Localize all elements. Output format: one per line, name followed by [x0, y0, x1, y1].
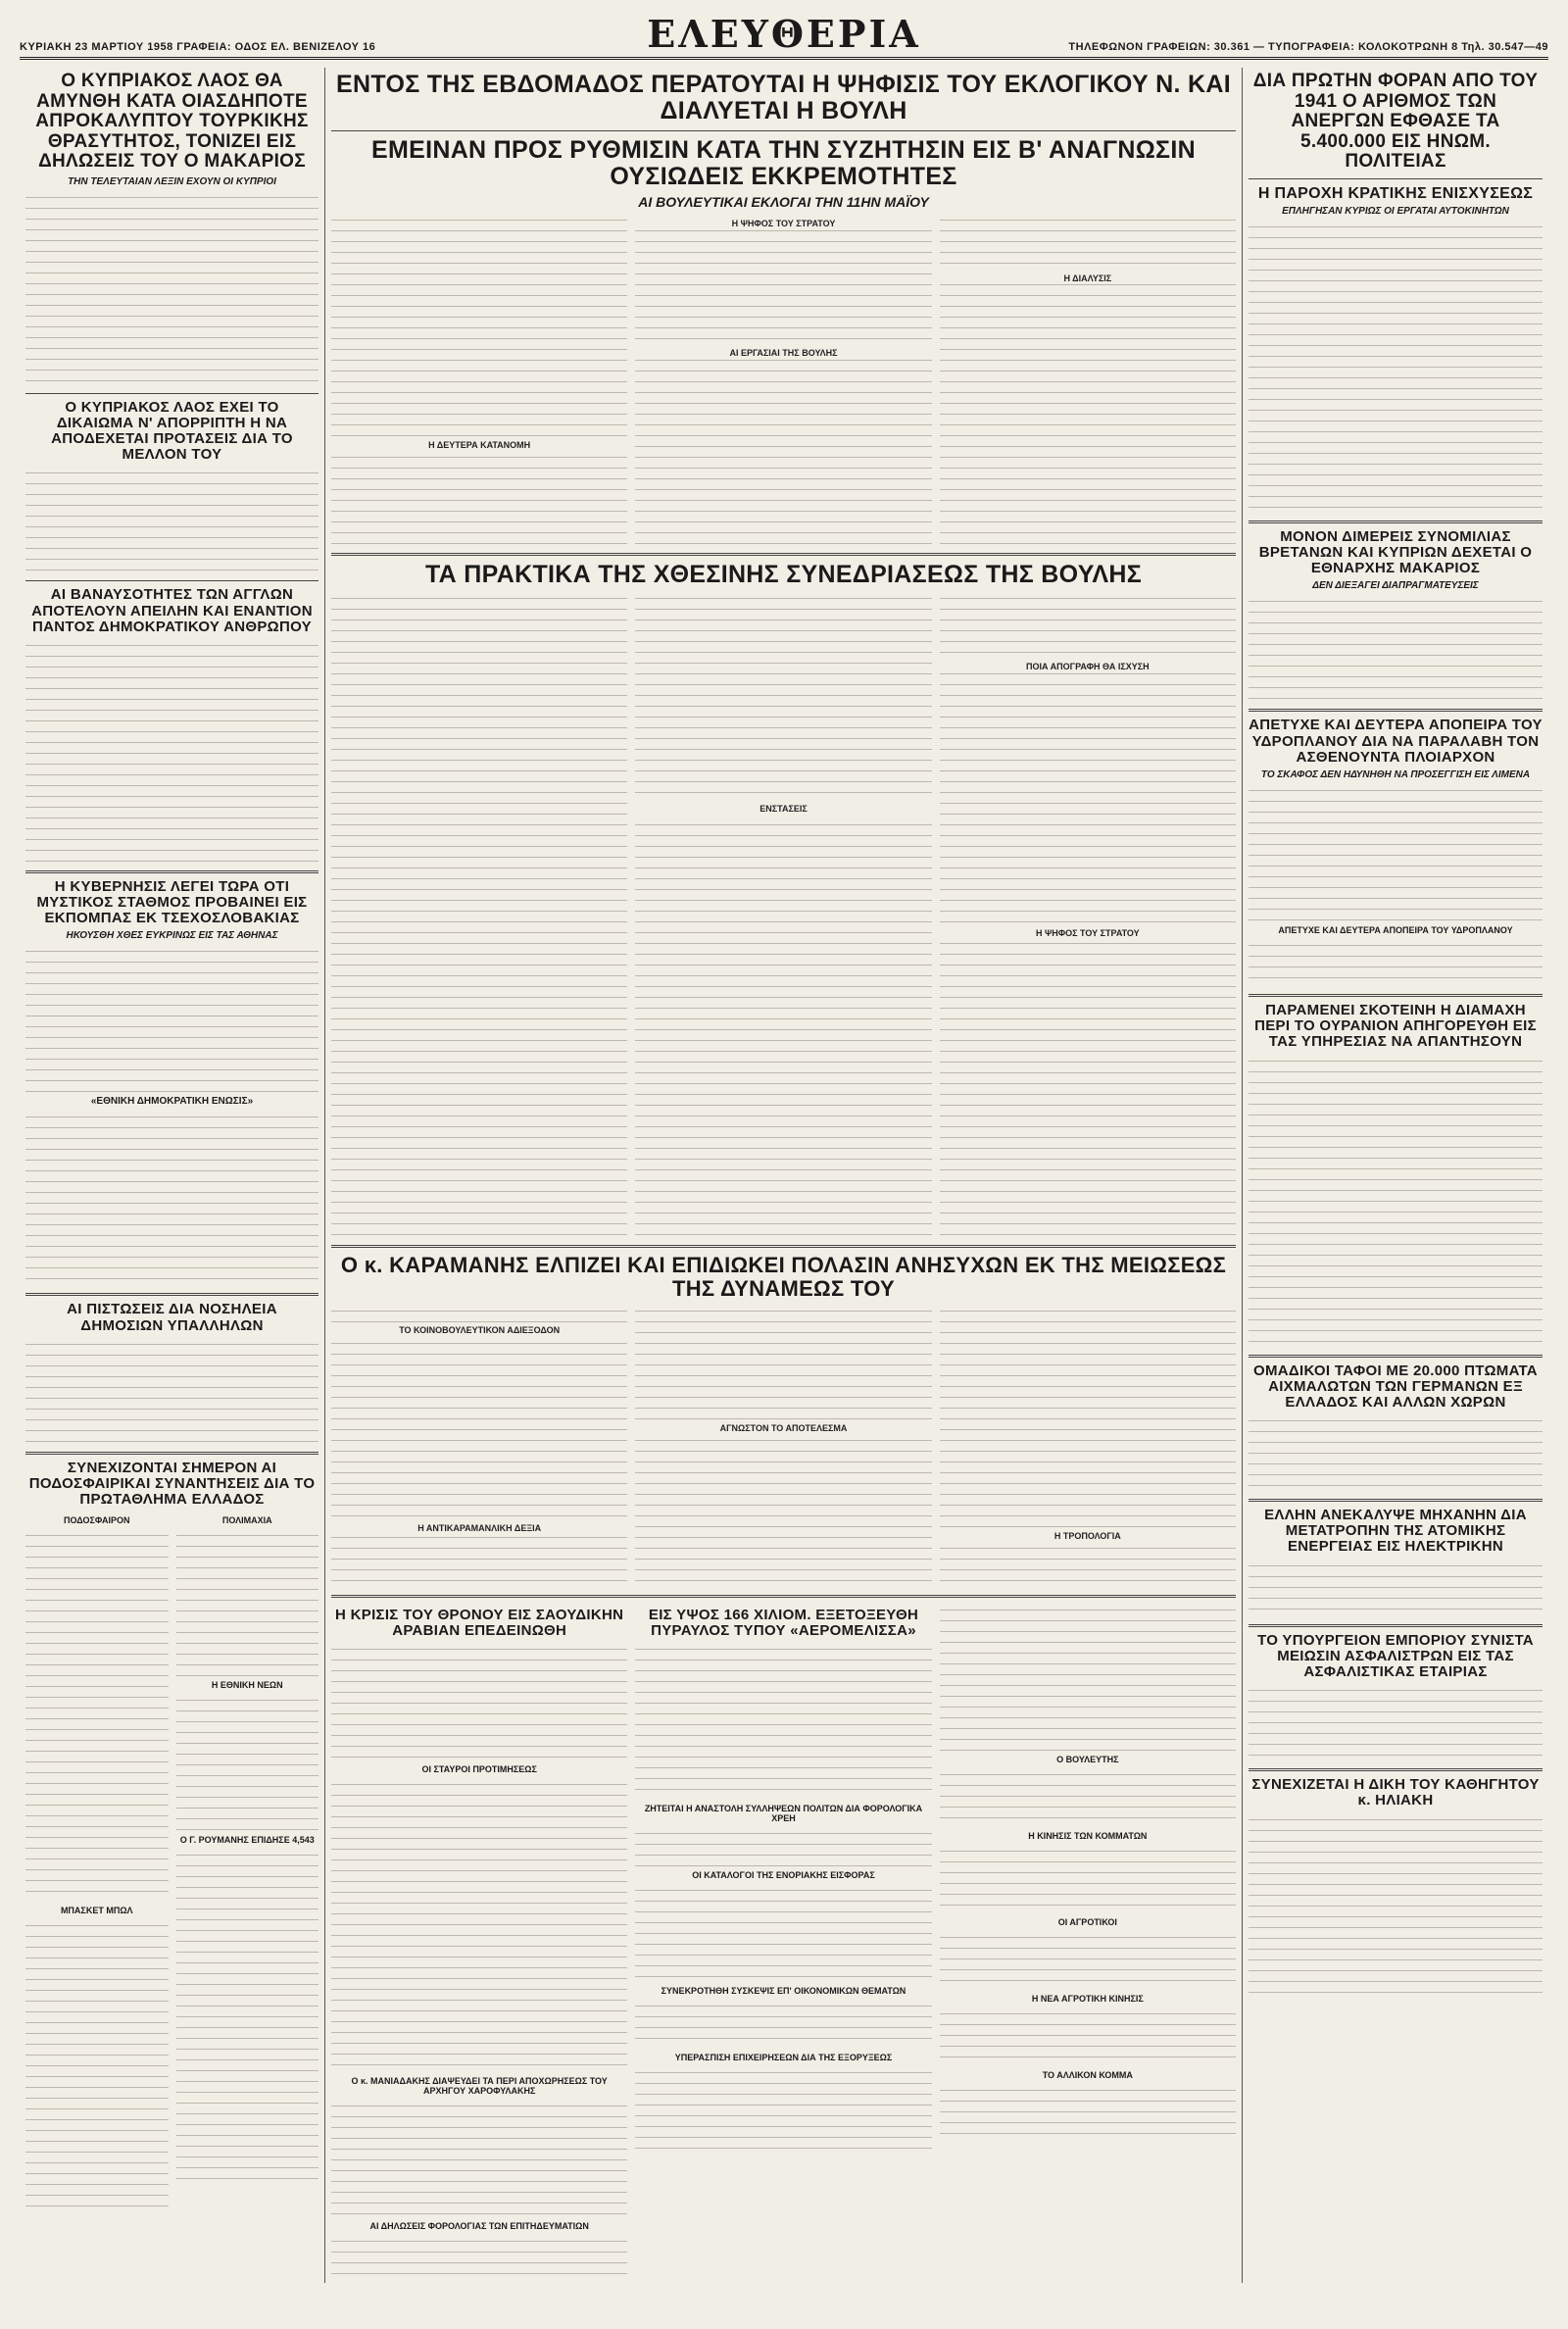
karamanlis-article: ΤΟ ΚΟΙΝΟΒΟΥΛΕΥΤΙΚΟΝ ΑΔΙΕΞΟΔΟΝ Η ΑΝΤΙΚΑΡΑΜΑΝΛΙΚΗ ΔΕΞΙΑ ΑΓΝΩΣΤΟΝ ΤΟ ΑΠΟΤΕΛΕΣΜΑ Η ΤΡΟΠΟΛΟΓΙΑ	[331, 1305, 1236, 1589]
issue-date-address: ΚΥΡΙΑΚΗ 23 ΜΑΡΤΙΟΥ 1958 ΓΡΑΦΕΙΑ: ΟΔΟΣ ΕΛ. ΒΕΝΙΖΕΛΟΥ 16	[20, 41, 376, 53]
headline-cyprus-right: Ο ΚΥΠΡΙΑΚΟΣ ΛΑΟΣ ΕΧΕΙ ΤΟ ΔΙΚΑΙΩΜΑ Ν' ΑΠΟΡΡΙΠΤΗ Η ΝΑ ΑΠΟΔΕΧΕΤΑΙ ΠΡΟΤΑΣΕΙΣ ΔΙΑ ΤΟ ΜΕΛΛΟΝ ΤΟΥ	[51, 398, 293, 464]
article-body	[25, 639, 318, 865]
sports-subhead: ΠΟΔΟΣΦΑΙΡΟΝ	[63, 1515, 130, 1526]
parliament-minutes-headline: ΤΑ ΠΡΑΚΤΙΚΑ ΤΗΣ ΧΘΕΣΙΝΗΣ ΣΥΝΕΔΡΙΑΣΕΩΣ ΤΗΣ ΒΟΥΛΗΣ	[424, 561, 1143, 588]
phone-info: ΤΗΛΕΦΩΝΟΝ ΓΡΑΦΕΙΩΝ: 30.361 — ΤΥΠΟΓΡΑΦΕΙΑ: ΚΟΛΟΚΟΤΡΩΝΗ 8 Τηλ. 30.547—49	[1068, 41, 1548, 53]
newspaper-page	[20, 12, 1548, 2292]
article-body	[25, 945, 318, 1092]
sports-subhead: ΠΟΛΙΜΑΧΙΑ	[221, 1515, 272, 1526]
mass-graves-headline: ΟΜΑΔΙΚΟΙ ΤΑΦΟΙ ΜΕ 20.000 ΠΤΩΜΑΤΑ ΑΙΧΜΑΛΩΤΩΝ ΤΩΝ ΓΕΡΜΑΝΩΝ ΕΞ ΕΛΛΑΔΟΣ ΚΑΙ ΑΛΛΩΝ ΧΩΡΩΝ	[1253, 1362, 1538, 1411]
rocket-headline: ΕΙΣ ΥΨΟΣ 166 ΧΙΛΙΟΜ. ΕΞΕΤΟΞΕΥΘΗ ΠΥΡΑΥΛΟΣ ΤΥΠΟΥ «ΑΕΡΟΜΕΛΙΣΣΑ»	[648, 1606, 919, 1639]
makarios-talks-headline: ΜΟΝΟΝ ΔΙΜΕΡΕΙΣ ΣΥΝΟΜΙΛΙΑΣ ΒΡΕΤΑΝΩΝ ΚΑΙ ΚΥΠΡΙΩΝ ΔΕΧΕΤΑΙ Ο ΕΘΝΑΡΧΗΣ ΜΑΚΑΡΙΟΣ	[1258, 527, 1533, 577]
lower-center: Η ΚΡΙΣΙΣ ΤΟΥ ΘΡΟΝΟΥ ΕΙΣ ΣΑΟΥΔΙΚΗΝ ΑΡΑΒΙΑΝ ΕΠΕΔΕΙΝΩΘΗ ΟΙ ΣΤΑΥΡΟΙ ΠΡΟΤΙΜΗΣΕΩΣ Ο κ. ΜΑΝΙΑΔΑΚΗΣ ΔΙΑΨΕΥΔΕΙ ΤΑ ΠΕΡΙ ΑΠΟΧΩΡΗΣΕΩΣ ΤΟΥ ΑΡΧΗΓΟΥ ΧΑΡΟΦΥΛΑΚΗΣ ΑΙ ΔΗΛΩΣΕΙΣ ΦΟΡΟΛΟΓΙΑΣ ΤΩΝ ΕΠΙΤΗΔΕΥΜΑΤΙΩΝ ΕΙΣ ΥΨΟΣ 166 ΧΙΛΙΟΜ. ΕΞΕΤΟΞΕΥΘΗ ΠΥΡΑΥΛΟΣ ΤΥΠΟΥ «ΑΕΡΟΜΕΛΙΣΣΑ» ΖΗΤΕΙΤΑΙ Η ΑΝΑΣΤΟΛΗ ΣΥΛΛΗΨΕΩΝ ΠΟΛΙΤΩΝ ΔΙΑ ΦΟΡΟΛΟΓΙΚΑ ΧΡΕΗ ΟΙ ΚΑΤΑΛΟΓΟΙ ΤΗΣ ΕΝΟΡΙΑΚΗΣ ΕΙΣΦΟΡΑΣ ΣΥΝΕΚΡΟΤΗΘΗ ΣΥΣΚΕΨΙΣ ΕΠ' ΟΙΚΟΝΟΜΙΚΩΝ ΘΕΜΑΤΩΝ ΥΠΕΡΑΣΠΙΣΗ ΕΠΙΧΕΙΡΗΣΕΩΝ ΔΙΑ ΤΗΣ ΕΞΟΡΥΞΕΩΣ Ο ΒΟΥΛΕΥΤΗΣ Η ΚΙΝΗΣΙΣ ΤΩΝ ΚΟΜΜΑΤΩΝ ΟΙ ΑΓΡΟΤΙΚΟΙ Η ΝΕΑ ΑΓΡΟΤΙΚΗ ΚΙΝΗΣΙΣ ΤΟ ΑΛΛΙΚΟΝ ΚΟΜΜΑ	[331, 1604, 1236, 2284]
sports-columns	[25, 1511, 318, 2213]
subhead-ede: «ΕΘΝΙΚΗ ΔΗΜΟΚΡΑΤΙΚΗ ΕΝΩΣΙΣ»	[90, 1096, 254, 1108]
subhead-secret-station: ΗΚΟΥΣΘΗ ΧΘΕΣ ΕΥΚΡΙΝΩΣ ΕΙΣ ΤΑΣ ΑΘΗΝΑΣ	[66, 930, 278, 942]
karamanlis-headline: Ο κ. ΚΑΡΑΜΑΝΗΣ ΕΛΠΙΖΕΙ ΚΑΙ ΕΠΙΔΙΩΚΕΙ ΠΟΛΑΣΙΝ ΑΝΗΣΥΧΩΝ ΕΚ ΤΗΣ ΜΕΙΩΣΕΩΣ ΤΗΣ ΔΥΝΑΜΕΩΣ ΤΟΥ	[340, 1253, 1227, 1301]
state-aid-headline: Η ΠΑΡΟΧΗ ΚΡΑΤΙΚΗΣ ΕΝΙΣΧΥΣΕΩΣ	[1257, 184, 1534, 202]
main-subhead: ΑΙ ΒΟΥΛΕΥΤΙΚΑΙ ΕΚΛΟΓΑΙ ΤΗΝ 11ΗΝ ΜΑΪΟΥ	[638, 194, 929, 210]
main-headline: ΕΝΤΟΣ ΤΗΣ ΕΒΔΟΜΑΔΟΣ ΠΕΡΑΤΟΥΤΑΙ Η ΨΗΦΙΣΙΣ ΤΟΥ ΕΚΛΟΓΙΚΟΥ Ν. ΚΑΙ ΔΙΑΛΥΕΤΑΙ Η ΒΟΥΛΗ	[336, 71, 1231, 124]
masthead	[20, 12, 1548, 60]
headline-civil-servants: ΑΙ ΠΙΣΤΩΣΕΙΣ ΔΙΑ ΝΟΣΗΛΕΙΑ ΔΗΜΟΣΙΩΝ ΥΠΑΛΛΗΛΩΝ	[67, 1301, 277, 1334]
column-1	[20, 68, 325, 2283]
sports-subhead: ΜΠΑΣΚΕΤ ΜΠΩΛ	[60, 1906, 133, 1916]
newspaper-title: ΕΛΕΥΘΕΡΙΑ	[647, 12, 921, 56]
headline-brutality: ΑΙ ΒΑΝΑΥΣΟΤΗΤΕΣ ΤΩΝ ΑΓΓΛΩΝ ΑΠΟΤΕΛΟΥΝ ΑΠΕΙΛΗΝ ΚΑΙ ΕΝΑΝΤΙΟΝ ΠΑΝΤΟΣ ΔΗΜΟΚΡΑΤΙΚΟΥ ΑΝΘΡΩΠΟΥ	[31, 586, 313, 635]
article-body	[25, 191, 318, 387]
main-article: Η ΔΕΥΤΕΡΑ ΚΑΤΑΝΟΜΗ Η ΨΗΦΟΣ ΤΟΥ ΣΤΡΑΤΟΥ ΑΙ ΕΡΓΑΣΙΑΙ ΤΗΣ ΒΟΥΛΗΣ Η ΔΙΑΛΥΣΙΣ	[331, 214, 1236, 547]
minutes-article: ΕΝΣΤΑΣΕΙΣ ΠΟΙΑ ΑΠΟΓΡΑΦΗ ΘΑ ΙΣΧΥΣΗ Η ΨΗΦΟΣ ΤΟΥ ΣΤΡΑΤΟΥ	[331, 592, 1236, 1239]
column-4: ΔΙΑ ΠΡΩΤΗΝ ΦΟΡΑΝ ΑΠΟ ΤΟΥ 1941 Ο ΑΡΙΘΜΟΣ ΤΩΝ ΑΝΕΡΓΩΝ ΕΦΘΑΣΕ ΤΑ 5.400.000 ΕΙΣ ΗΝΩΜ. ΠΟΛΙΤΕΙΑΣ Η ΠΑΡΟΧΗ ΚΡΑΤΙΚΗΣ ΕΝΙΣΧΥΣΕΩΣ ΕΠΛΗΓΗΣΑΝ ΚΥΡΙΩΣ ΟΙ ΕΡΓΑΤΑΙ ΑΥΤΟΚΙΝΗΤΩΝ ΜΟΝΟΝ ΔΙΜΕΡΕΙΣ ΣΥΝΟΜΙΛΙΑΣ ΒΡΕΤΑΝΩΝ ΚΑΙ ΚΥΠΡΙΩΝ ΔΕΧΕΤΑΙ Ο ΕΘΝΑΡΧΗΣ ΜΑΚΑΡΙΟΣ ΔΕΝ ΔΙΕΞΑΓΕΙ ΔΙΑΠΡΑΓΜΑΤΕΥΣΕΙΣ ΑΠΕΤΥΧΕ ΚΑΙ ΔΕΥΤΕΡΑ ΑΠΟΠΕΙΡΑ ΤΟΥ ΥΔΡΟΠΛΑΝΟΥ ΔΙΑ ΝΑ ΠΑΡΑΛΑΒΗ ΤΟΝ ΑΣΘΕΝΟΥΝΤΑ ΠΛΟΙΑΡΧΟΝ ΤΟ ΣΚΑΦΟΣ ΔΕΝ ΗΔΥΝΗΘΗ ΝΑ ΠΡΟΣΕΓΓΙΣΗ ΕΙΣ ΛΙΜΕΝΑ ΑΠΕΤΥΧΕ ΚΑΙ ΔΕΥΤΕΡΑ ΑΠΟΠΕΙΡΑ ΤΟΥ ΥΔΡΟΠΛΑΝΟΥ ΠΑΡΑΜΕΝΕΙ ΣΚΟΤΕΙΝΗ Η ΔΙΑΜΑΧΗ ΠΕΡΙ ΤΟ ΟΥΡΑΝΙΟΝ ΑΠΗΓΟΡΕΥΘΗ ΕΙΣ ΤΑΣ ΥΠΗΡΕΣΙΑΣ ΝΑ ΑΠΑΝΤΗΣΟΥΝ ΟΜΑΔΙΚΟΙ ΤΑΦΟΙ ΜΕ 20.000 ΠΤΩΜΑΤΑ ΑΙΧΜΑΛΩΤΩΝ ΤΩΝ ΓΕΡΜΑΝΩΝ ΕΞ ΕΛΛΑΔΟΣ ΚΑΙ ΑΛΛΩΝ ΧΩΡΩΝ ΕΛΛΗΝ ΑΝΕΚΑΛΥΨΕ ΜΗΧΑΝΗΝ ΔΙΑ ΜΕΤΑΤΡΟΠΗΝ ΤΗΣ ΑΤΟΜΙΚΗΣ ΕΝΕΡΓΕΙΑΣ ΕΙΣ ΗΛΕΚΤΡΙΚΗΝ ΤΟ ΥΠΟΥΡΓΕΙΟΝ ΕΜΠΟΡΙΟΥ ΣΥΝΙΣΤΑ ΜΕΙΩΣΙΝ ΑΣΦΑΛΙΣΤΡΩΝ ΕΙΣ ΤΑΣ ΑΣΦΑΛΙΣΤΙΚΑΣ ΕΤΑΙΡΙΑΣ ΣΥΝΕΧΙΖΕΤΑΙ Η ΔΙΚΗ ΤΟΥ ΚΑΘΗΓΗΤΟΥ κ. ΗΛΙΑΚΗ	[1243, 68, 1548, 2283]
saudi-headline: Η ΚΡΙΣΙΣ ΤΟΥ ΘΡΟΝΟΥ ΕΙΣ ΣΑΟΥΔΙΚΗΝ ΑΡΑΒΙΑΝ ΕΠΕΔΕΙΝΩΘΗ	[335, 1606, 624, 1639]
subhead-makarios: ΤΗΝ ΤΕΛΕΥΤΑΙΑΝ ΛΕΞΙΝ ΕΧΟΥΝ ΟΙ ΚΥΠΡΙΟΙ	[68, 175, 276, 187]
unemployment-headline: ΔΙΑ ΠΡΩΤΗΝ ΦΟΡΑΝ ΑΠΟ ΤΟΥ 1941 Ο ΑΡΙΘΜΟΣ ΤΩΝ ΑΝΕΡΓΩΝ ΕΦΘΑΣΕ ΤΑ 5.400.000 ΕΙΣ ΗΝΩΜ. ΠΟΛΙΤΕΙΑΣ	[1252, 71, 1539, 173]
headline-makarios: Ο ΚΥΠΡΙΑΚΟΣ ΛΑΟΣ ΘΑ ΑΜΥΝΘΗ ΚΑΤΑ ΟΙΑΣΔΗΠΟΤΕ ΑΠΡΟΚΑΛΥΠΤΟΥ ΤΟΥΡΚΙΚΗΣ ΘΡΑΣΥΤΗΤΟΣ, ΤΟΝΙΖΕΙ ΕΙΣ ΔΗΛΩΣΕΙΣ ΤΟΥ Ο ΜΑΚΑΡΙΟΣ	[35, 71, 309, 173]
article-body	[25, 1111, 318, 1287]
main-headline-2: ΕΜΕΙΝΑΝ ΠΡΟΣ ΡΥΘΜΙΣΙΝ ΚΑΤΑ ΤΗΝ ΣΥΖΗΤΗΣΙΝ ΕΙΣ Β' ΑΝΑΓΝΩΣΙΝ ΟΥΣΙΩΔΕΙΣ ΕΚΚΡΕΜΟΤΗΤΕΣ	[371, 136, 1196, 190]
page-columns	[20, 68, 1548, 2283]
sports-subhead: Ο Γ. ΡΟΥΜΑΝΗΣ ΕΠΙΔΗΣΕ 4,543	[179, 1835, 315, 1846]
article-body	[25, 1338, 318, 1446]
uranium-headline: ΠΑΡΑΜΕΝΕΙ ΣΚΟΤΕΙΝΗ Η ΔΙΑΜΑΧΗ ΠΕΡΙ ΤΟ ΟΥΡΑΝΙΟΝ ΑΠΗΓΟΡΕΥΘΗ ΕΙΣ ΤΑΣ ΥΠΗΡΕΣΙΑΣ ΝΑ ΑΠΑΝΤΗΣΟΥΝ	[1254, 1001, 1537, 1051]
seaplane-headline: ΑΠΕΤΥΧΕ ΚΑΙ ΔΕΥΤΕΡΑ ΑΠΟΠΕΙΡΑ ΤΟΥ ΥΔΡΟΠΛΑΝΟΥ ΔΙΑ ΝΑ ΠΑΡΑΛΑΒΗ ΤΟΝ ΑΣΘΕΝΟΥΝΤΑ ΠΛΟΙΑΡΧΟΝ	[1249, 717, 1543, 766]
insurance-headline: ΤΟ ΥΠΟΥΡΓΕΙΟΝ ΕΜΠΟΡΙΟΥ ΣΥΝΙΣΤΑ ΜΕΙΩΣΙΝ ΑΣΦΑΛΙΣΤΡΩΝ ΕΙΣ ΤΑΣ ΑΣΦΑΛΙΣΤΙΚΑΣ ΕΤΑΙΡΙΑΣ	[1257, 1631, 1534, 1681]
center-columns	[325, 68, 1243, 2283]
headline-football: ΣΥΝΕΧΙΖΟΝΤΑΙ ΣΗΜΕΡΟΝ ΑΙ ΠΟΔΟΣΦΑΙΡΙΚΑΙ ΣΥΝΑΝΤΗΣΕΙΣ ΔΙΑ ΤΟ ΠΡΩΤΑΘΛΗΜΑ ΕΛΛΑΔΟΣ	[28, 1459, 316, 1509]
sports-subhead: Η ΕΘΝΙΚΗ ΝΕΩΝ	[211, 1680, 283, 1691]
headline-secret-station: Η ΚΥΒΕΡΝΗΣΙΣ ΛΕΓΕΙ ΤΩΡΑ ΟΤΙ ΜΥΣΤΙΚΟΣ ΣΤΑΘΜΟΣ ΠΡΟΒΑΙΝΕΙ ΕΙΣ ΕΚΠΟΜΠΑΣ ΕΚ ΤΣΕΧΟΣΛΟΒΑΚΙΑΣ	[36, 877, 308, 927]
article-body	[25, 467, 318, 574]
iliakis-trial-headline: ΣΥΝΕΧΙΖΕΤΑΙ Η ΔΙΚΗ ΤΟΥ ΚΑΘΗΓΗΤΟΥ κ. ΗΛΙΑΚΗ	[1251, 1776, 1540, 1809]
atomic-engine-headline: ΕΛΛΗΝ ΑΝΕΚΑΛΥΨΕ ΜΗΧΑΝΗΝ ΔΙΑ ΜΕΤΑΤΡΟΠΗΝ ΤΗΣ ΑΤΟΜΙΚΗΣ ΕΝΕΡΓΕΙΑΣ ΕΙΣ ΗΛΕΚΤΡΙΚΗΝ	[1264, 1507, 1527, 1556]
